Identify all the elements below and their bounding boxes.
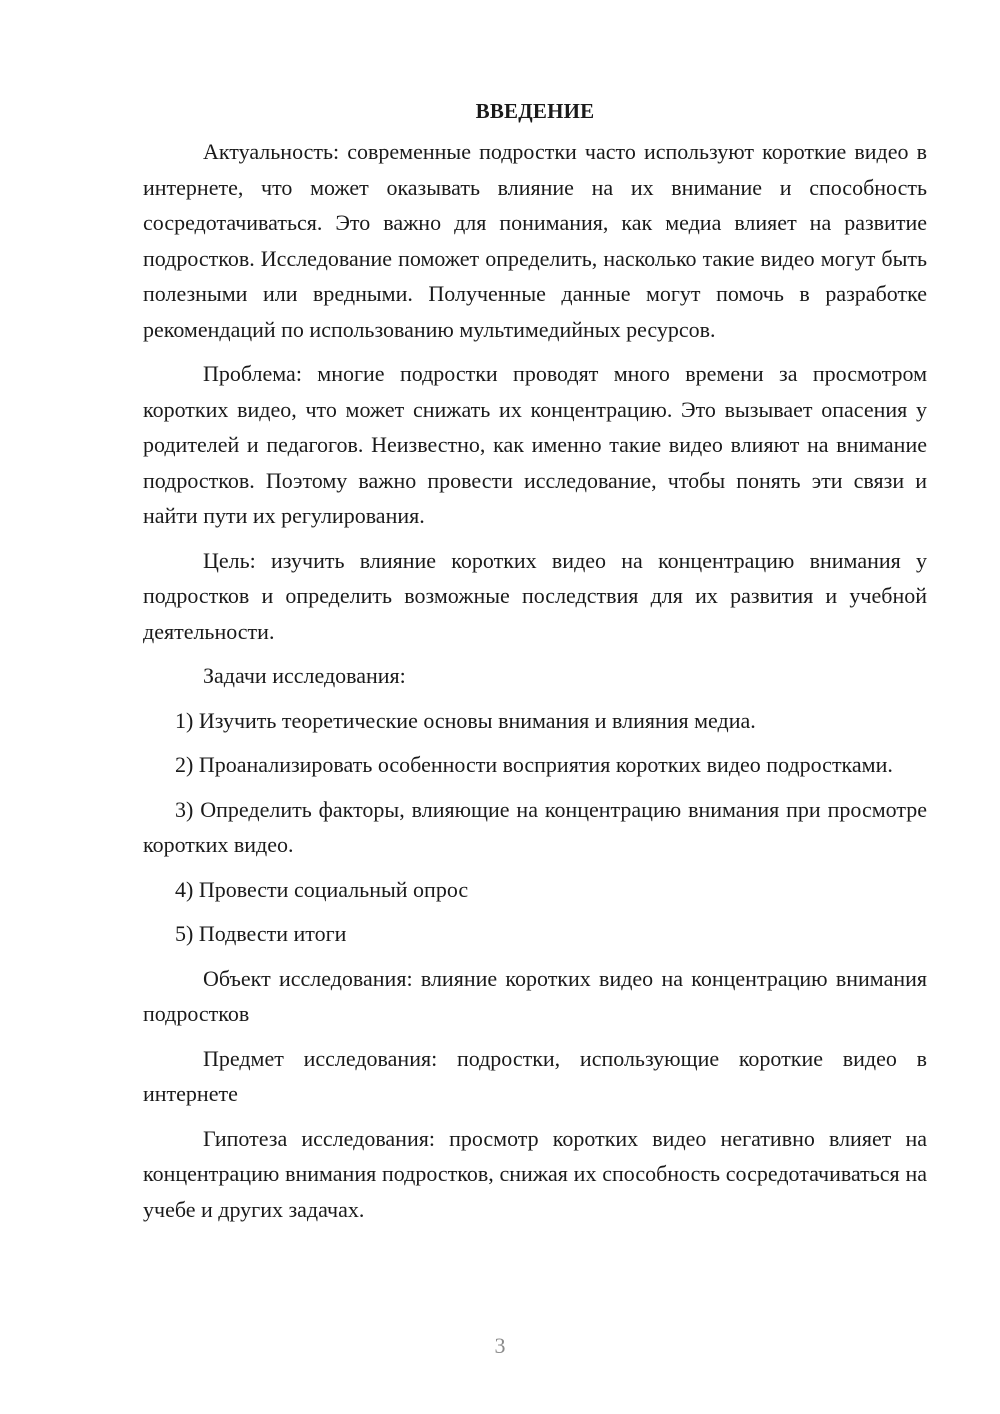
section-title: ВВЕДЕНИЕ [475, 99, 595, 123]
task-item: 1) Изучить теоретические основы внимания и влияния медиа. [175, 707, 756, 733]
task-item: 5) Подвести итоги [175, 921, 347, 946]
paragraph-tasks-heading: Задачи исследования: [203, 663, 406, 688]
paragraph-hypothesis: Гипотеза исследования: просмотр коротких видео негативно влияет на концентрацию внимания подростков, снижая их способность сосредотачиваться на учебе и других задачах. [143, 1125, 927, 1222]
task-item: 3) Определить факторы, влияющие на концентрацию внимания при просмотре коротких видео. [143, 796, 927, 857]
paragraph-goal: Цель: изучить влияние коротких видео на концентрацию внимания у подростков и определить возможные последствия для их развития и учебной деятельности. [143, 547, 927, 644]
paragraph-object: Объект исследования: влияние коротких видео на концентрацию внимания подростков [143, 965, 927, 1026]
page-number: 3 [494, 1333, 506, 1358]
paragraph-subject: Предмет исследования: подростки, использующие короткие видео в интернете [143, 1045, 927, 1106]
task-item: 2) Проанализировать особенности восприятия коротких видео подростками. [175, 752, 893, 777]
document-body [143, 96, 927, 1236]
paragraph-relevance: Актуальность: современные подростки часто используют короткие видео в интернете, что может оказывать влияние на их внимание и способность сосредотачиваться. Это важно для понимания, как медиа влияет на развитие подростков. Исследование поможет определить, насколько такие видео могут быть полезными или вредными. Полученные данные могут помочь в разработке рекомендаций по использованию мультимедийных ресурсов. [143, 139, 927, 342]
task-item: 4) Провести социальный опрос [175, 876, 469, 902]
paragraph-problem: Проблема: многие подростки проводят много времени за просмотром коротких видео, что может снижать их концентрацию. Это вызывает опасения у родителей и педагогов. Неизвестно, как именно такие видео влияют на внимание подростков. Поэтому важно провести исследование, чтобы понять эти связи и найти пути их регулирования. [143, 361, 927, 528]
